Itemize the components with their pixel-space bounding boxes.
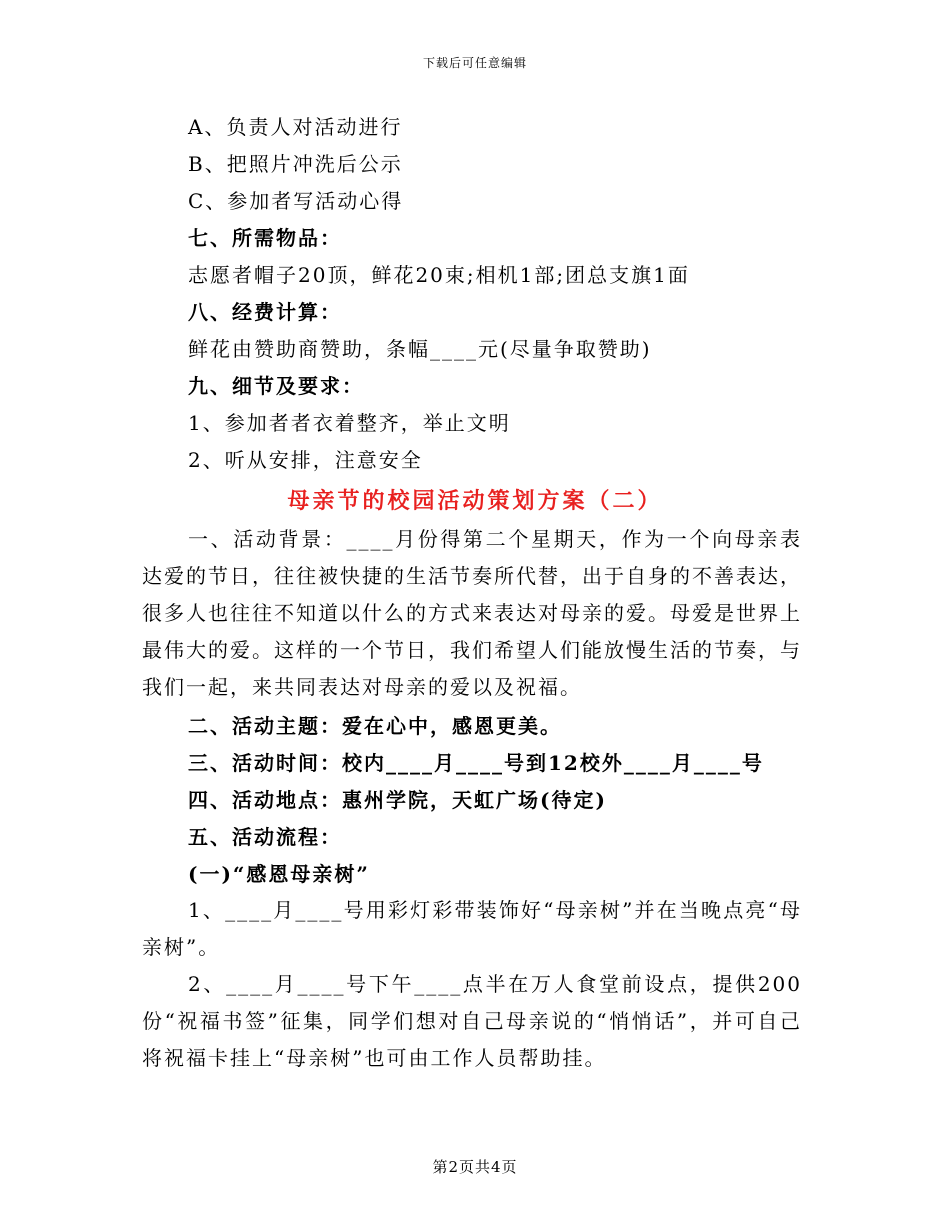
step-2-paragraph: 2、____月____号下午____点半在万人食堂前设点，提供200份“祝福书签”征集，同学们想对自己母亲说的“悄悄话”，并可自己将祝福卡挂上“母亲树”也可由工作人员帮助挂。	[142, 972, 802, 1070]
step-1-paragraph: 1、____月____号用彩灯彩带装饰好“母亲树”并在当晚点亮“母亲树”。	[142, 898, 802, 959]
background-paragraph: 一、活动背景：____月份得第二个星期天，作为一个向母亲表达爱的节日，往往被快捷的生活节奏所代替，出于自身的不善表达，很多人也往往不知道以什么的方式来表达对母亲的爱。母爱是世界上最伟大的爱。这样的一个节日，我们希望人们能放慢生活的节奏，与我们一起，来共同表达对母亲的爱以及祝福。	[142, 527, 802, 699]
heading-supplies: 七、所需物品：	[188, 226, 342, 250]
requirement-2: 2、听从安排，注意安全	[188, 448, 423, 472]
heading-budget: 八、经费计算：	[188, 300, 342, 324]
document-title: 母亲节的校园活动策划方案（二）	[287, 488, 663, 514]
flow-heading: 五、活动流程：	[188, 825, 342, 849]
place-line: 四、活动地点：惠州学院，天虹广场(待定)	[188, 788, 607, 812]
list-item-b: B、把照片冲洗后公示	[188, 152, 403, 176]
list-item-c: C、参加者写活动心得	[188, 189, 404, 213]
heading-requirements: 九、细节及要求：	[188, 374, 364, 398]
page-header-note: 下载后可任意编辑	[422, 56, 527, 70]
budget-text: 鲜花由赞助商赞助，条幅____元(尽量争取赞助)	[188, 337, 652, 361]
page-number: 第2页共4页	[432, 1158, 518, 1176]
supplies-text: 志愿者帽子20顶，鲜花20束;相机1部;团总支旗1面	[188, 263, 690, 287]
subsection-heading: (一)“感恩母亲树”	[188, 862, 370, 886]
time-line: 三、活动时间：校内____月____号到12校外____月____号	[188, 751, 764, 775]
theme-line: 二、活动主题：爱在心中，感恩更美。	[188, 714, 562, 738]
requirement-1: 1、参加者者衣着整齐，举止文明	[188, 411, 511, 435]
list-item-a: A、负责人对活动进行	[188, 115, 403, 139]
